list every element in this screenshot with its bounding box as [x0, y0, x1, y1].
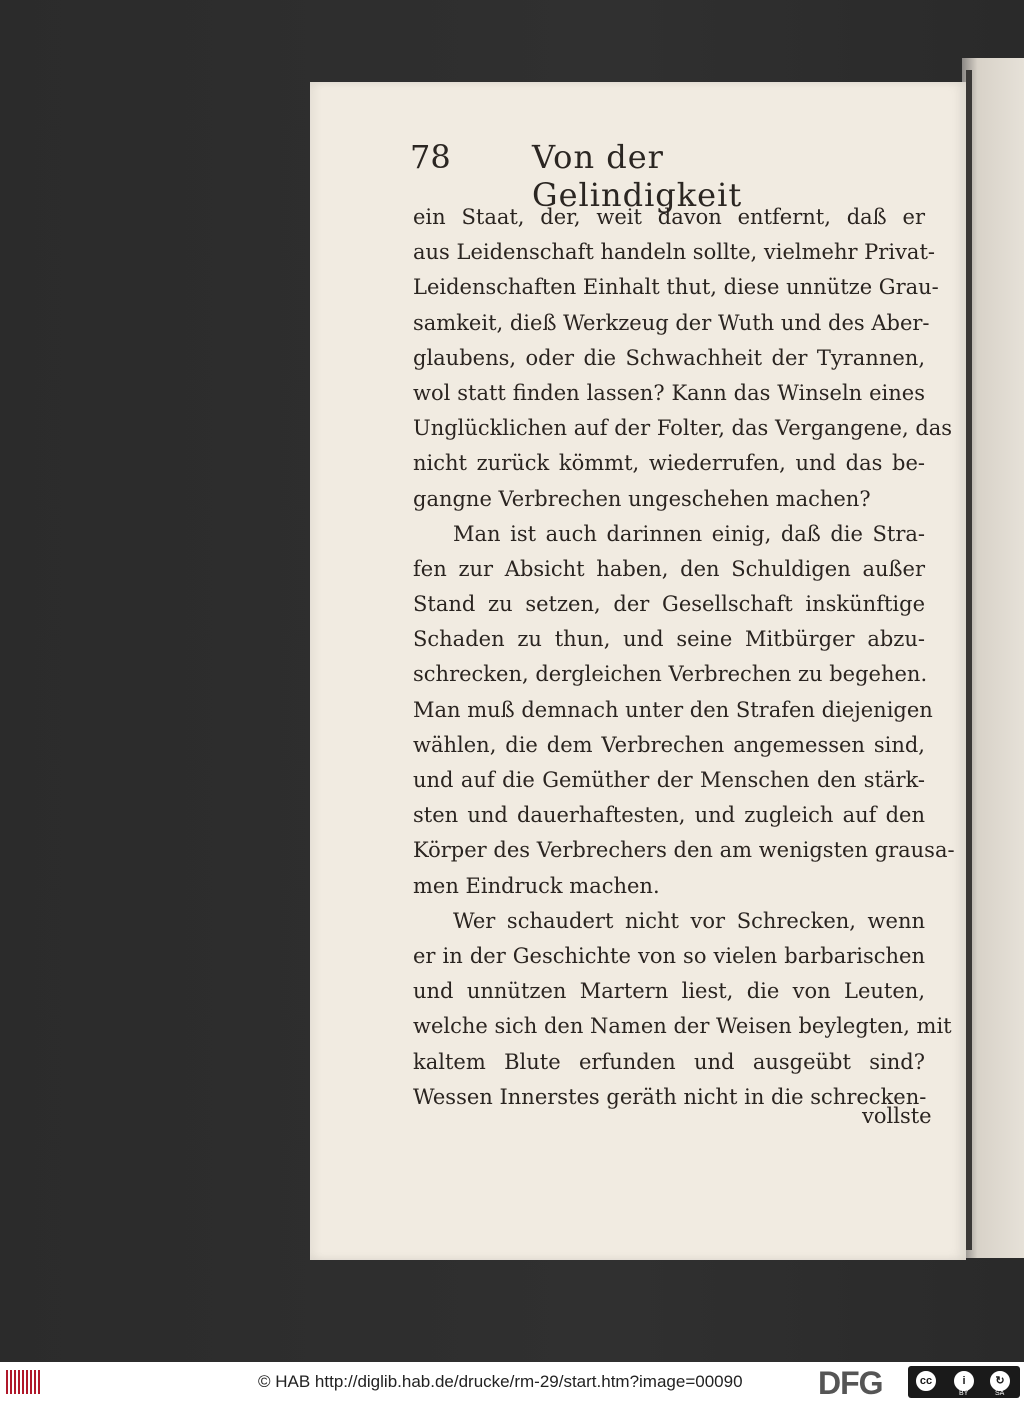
text-line: gangne Verbrechen ungeschehen machen?: [413, 486, 871, 511]
text-line: Man ist auch darinnen einig, daß die Stra-: [453, 521, 925, 546]
text-line: schrecken, dergleichen Verbrechen zu begehen.: [413, 662, 928, 687]
text-line: und auf die Gemüther der Menschen den stärk-: [413, 768, 925, 792]
cc-license-badge[interactable]: [908, 1366, 1020, 1398]
dfg-logo: DFG: [818, 1365, 883, 1401]
text-line: Leidenschaften Einhalt thut, diese unnütze Grau-: [413, 275, 939, 300]
catchword: vollste: [862, 1104, 932, 1128]
text-line: nicht zurück kömmt, wiederrufen, und das be-: [413, 451, 925, 476]
text-line: Man muß demnach unter den Strafen diejenigen: [413, 697, 933, 722]
hab-barcode-logo-icon: [6, 1370, 40, 1394]
text-line: wol statt finden lassen? Kann das Winseln eines: [413, 380, 925, 405]
cc-icon: cc: [914, 1369, 938, 1393]
page-header: [410, 138, 830, 214]
page-gutter: [966, 70, 972, 1250]
page-number: 78: [410, 138, 451, 176]
text-line: aus Leidenschaft handeln sollte, vielmehr Privat-: [413, 240, 935, 265]
text-line: Stand zu setzen, der Gesellschaft inskünftige: [413, 592, 925, 617]
text-line: ein Staat, der, weit davon entfernt, daß er: [413, 205, 925, 229]
text-line: fen zur Absicht haben, den Schuldigen außer: [413, 556, 925, 581]
text-line: samkeit, dieß Werkzeug der Wuth und des Aber-: [413, 310, 930, 335]
cc-sa-label: SA: [995, 1390, 1005, 1397]
running-title: Von der Gelindigkeit: [532, 138, 743, 214]
text-line: er in der Geschichte von so vielen barbarischen: [413, 943, 925, 968]
viewer-footer: [0, 1362, 1024, 1402]
cc-sa-icon: ↻: [988, 1369, 1012, 1393]
text-line: Unglücklichen auf der Folter, das Vergangene, das: [413, 416, 953, 441]
text-line: Schaden zu thun, und seine Mitbürger abzu-: [413, 627, 925, 652]
cc-by-icon: i: [952, 1369, 976, 1393]
text-line: men Eindruck machen.: [413, 873, 660, 898]
cc-by-label: BY: [959, 1390, 969, 1397]
text-line: kaltem Blute erfunden und ausgeübt sind?: [413, 1049, 925, 1074]
text-line: welche sich den Namen der Weisen beylegten, mit: [413, 1014, 952, 1039]
text-line: und unnützen Martern liest, die von Leuten,: [413, 979, 925, 1004]
body-text: [413, 200, 955, 1115]
text-line: wählen, die dem Verbrechen angemessen sind,: [413, 732, 925, 757]
text-line: Körper des Verbrechers den am wenigsten grausa-: [413, 838, 955, 863]
text-line: sten und dauerhaftesten, und zugleich auf den: [413, 803, 925, 828]
text-line: glaubens, oder die Schwachheit der Tyrannen,: [413, 345, 925, 370]
source-credit[interactable]: © HAB http://diglib.hab.de/drucke/rm-29/start.htm?image=00090: [258, 1372, 743, 1391]
text-line: Wer schaudert nicht vor Schrecken, wenn: [453, 908, 925, 933]
text-line: Wessen Innerstes geräth nicht in die schrecken-: [413, 1084, 927, 1109]
